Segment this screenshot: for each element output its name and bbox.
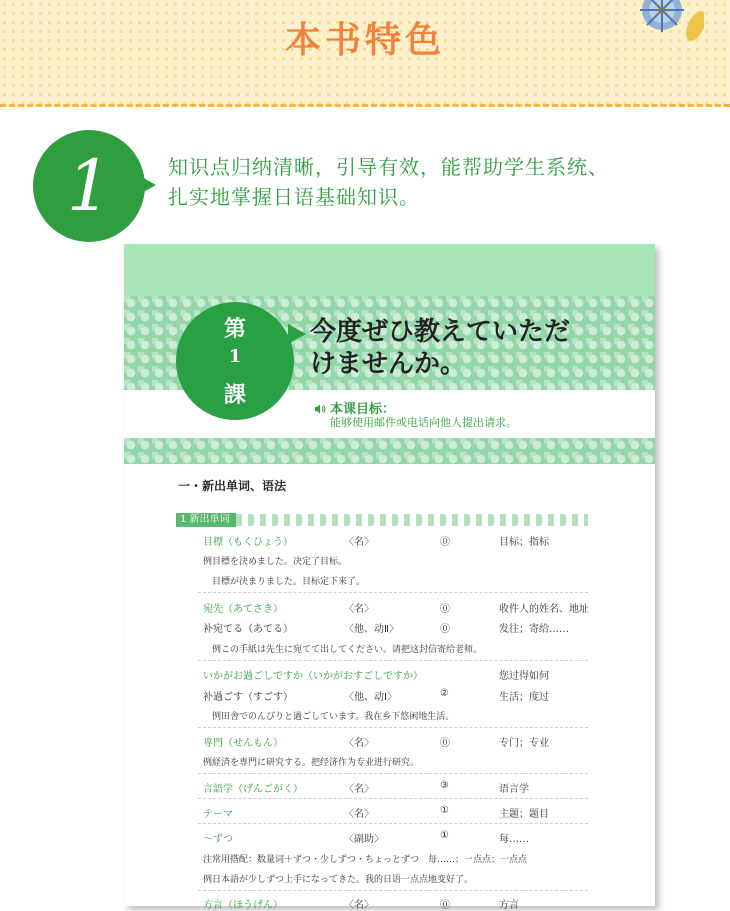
vocab-accent: ⓪ [440, 537, 450, 548]
vocab-note: 注常用搭配：数量词＋ずつ・少しずつ・ちょっとずつ 每……；一点点；一点点 [203, 855, 528, 865]
speaker-icon [314, 404, 326, 414]
vocab-sub-meaning: 生活；度过 [499, 692, 549, 703]
lesson-badge-char: 第 [223, 316, 246, 342]
vocab-word: 目標（もくひょう） [203, 537, 293, 548]
banner-title: 本书特色 [284, 20, 445, 61]
vocab-sub-accent: ② [440, 688, 449, 699]
vocab-meaning: 语言学 [499, 784, 529, 795]
subsection-pattern-bar [176, 514, 588, 526]
vocab-sub-word: 补宛てる（あてる） [203, 624, 293, 635]
header-banner [0, 0, 730, 107]
vocab-meaning: 您过得如何 [499, 671, 549, 682]
vocab-example: 例経済を専門に研究する。把经济作为专业进行研究。 [203, 758, 420, 768]
vocab-word: 方言（ほうげん） [203, 900, 283, 911]
vocab-word: 専門（せんもん） [203, 738, 283, 749]
vocab-example: 例この手紙は先生に宛てて出してください。请把这封信寄给老师。 [212, 645, 483, 655]
feature-text-line2: 扎实地掌握日语基础知识。 [168, 185, 420, 209]
vocab-pos: 〈名〉 [344, 537, 374, 548]
entry-divider [198, 592, 588, 593]
page-header-band [124, 244, 655, 296]
vocab-sub-pos: 〈他、动Ⅰ〉 [344, 692, 397, 703]
vocab-example: 例目標を決めました。决定了目标。 [203, 557, 348, 567]
entry-divider [198, 773, 588, 774]
vocab-meaning: 收件人的姓名、地址 [499, 604, 589, 615]
feature-description [168, 152, 718, 212]
entry-divider [198, 660, 588, 661]
lesson-title-line2: けませんか。 [310, 349, 467, 379]
subsection-badge [176, 513, 236, 527]
vocab-meaning: 专门；专业 [499, 738, 549, 749]
vocab-meaning: 主题；题目 [499, 809, 549, 820]
vocab-pos: 〈名〉 [344, 604, 374, 615]
goal-label: 本课目标： [330, 402, 396, 417]
vocab-accent: ⓪ [440, 604, 450, 615]
vocab-pos: 〈名〉 [344, 738, 374, 749]
section-title: 一・新出单词、语法 [178, 479, 287, 493]
subsection-number: 1 [180, 514, 187, 525]
entry-divider [198, 798, 588, 799]
entry-divider [198, 890, 588, 891]
entry-divider [198, 823, 588, 824]
vocab-pos: 〈名〉 [344, 809, 374, 820]
vocab-accent: ③ [440, 780, 449, 791]
feature-text-line1: 知识点归纳清晰，引导有效，能帮助学生系统、 [168, 155, 609, 179]
vocab-word: いかがお過ごしですか（いかがおすごしですか） [203, 671, 423, 682]
vocab-sub-pos: 〈他、动Ⅱ〉 [344, 624, 399, 635]
vocab-sub-word: 补過ごす（すごす） [203, 692, 293, 703]
vocab-word: ～ずつ [203, 834, 233, 845]
vocab-meaning: 每…… [499, 834, 529, 845]
vocab-pos: 〈名〉 [344, 784, 374, 795]
feature-number: 1 [66, 145, 112, 227]
vocab-pos: 〈副助〉 [344, 834, 384, 845]
vocab-example: 例日本語が少しずつ上手になってきた。我的日语一点点地变好了。 [203, 875, 474, 885]
vocab-pos: 〈名〉 [344, 900, 374, 911]
lesson-badge-pointer [288, 324, 306, 344]
vocab-accent: ⓪ [440, 738, 450, 749]
vocab-example: 例田舎でのんびりと過ごしています。我在乡下悠闲地生活。 [212, 712, 455, 722]
lesson-title-line1: 今度ぜひ教えていただ [310, 317, 571, 347]
lesson-number-badge [176, 302, 294, 420]
vocab-sub-accent: ⓪ [440, 624, 450, 635]
vocab-meaning: 方言 [499, 900, 519, 911]
book-page-preview [124, 244, 655, 911]
vocab-meaning: 目标；指标 [499, 537, 549, 548]
lesson-badge-number: 1 [228, 346, 242, 367]
pattern-band-bottom [124, 438, 655, 464]
vocab-word: テーマ [203, 809, 233, 820]
flower-decoration-icon [630, 0, 704, 52]
lesson-badge-char: 課 [223, 382, 246, 408]
vocab-word: 宛先（あてさき） [203, 604, 283, 615]
entry-divider [198, 727, 588, 728]
vocab-accent: ⓪ [440, 900, 450, 911]
goal-text: 能够使用邮件或电话向他人提出请求。 [330, 416, 517, 429]
subsection-title: 新出单词 [189, 514, 230, 525]
vocab-accent: ① [440, 805, 449, 816]
lesson-title [310, 316, 640, 380]
vocab-sub-meaning: 发往；寄给…… [499, 624, 569, 635]
vocab-accent: ① [440, 830, 449, 841]
vocab-word: 言語学（げんごがく） [203, 784, 303, 795]
vocab-example: 目標が決まりました。目标定下来了。 [212, 577, 366, 587]
